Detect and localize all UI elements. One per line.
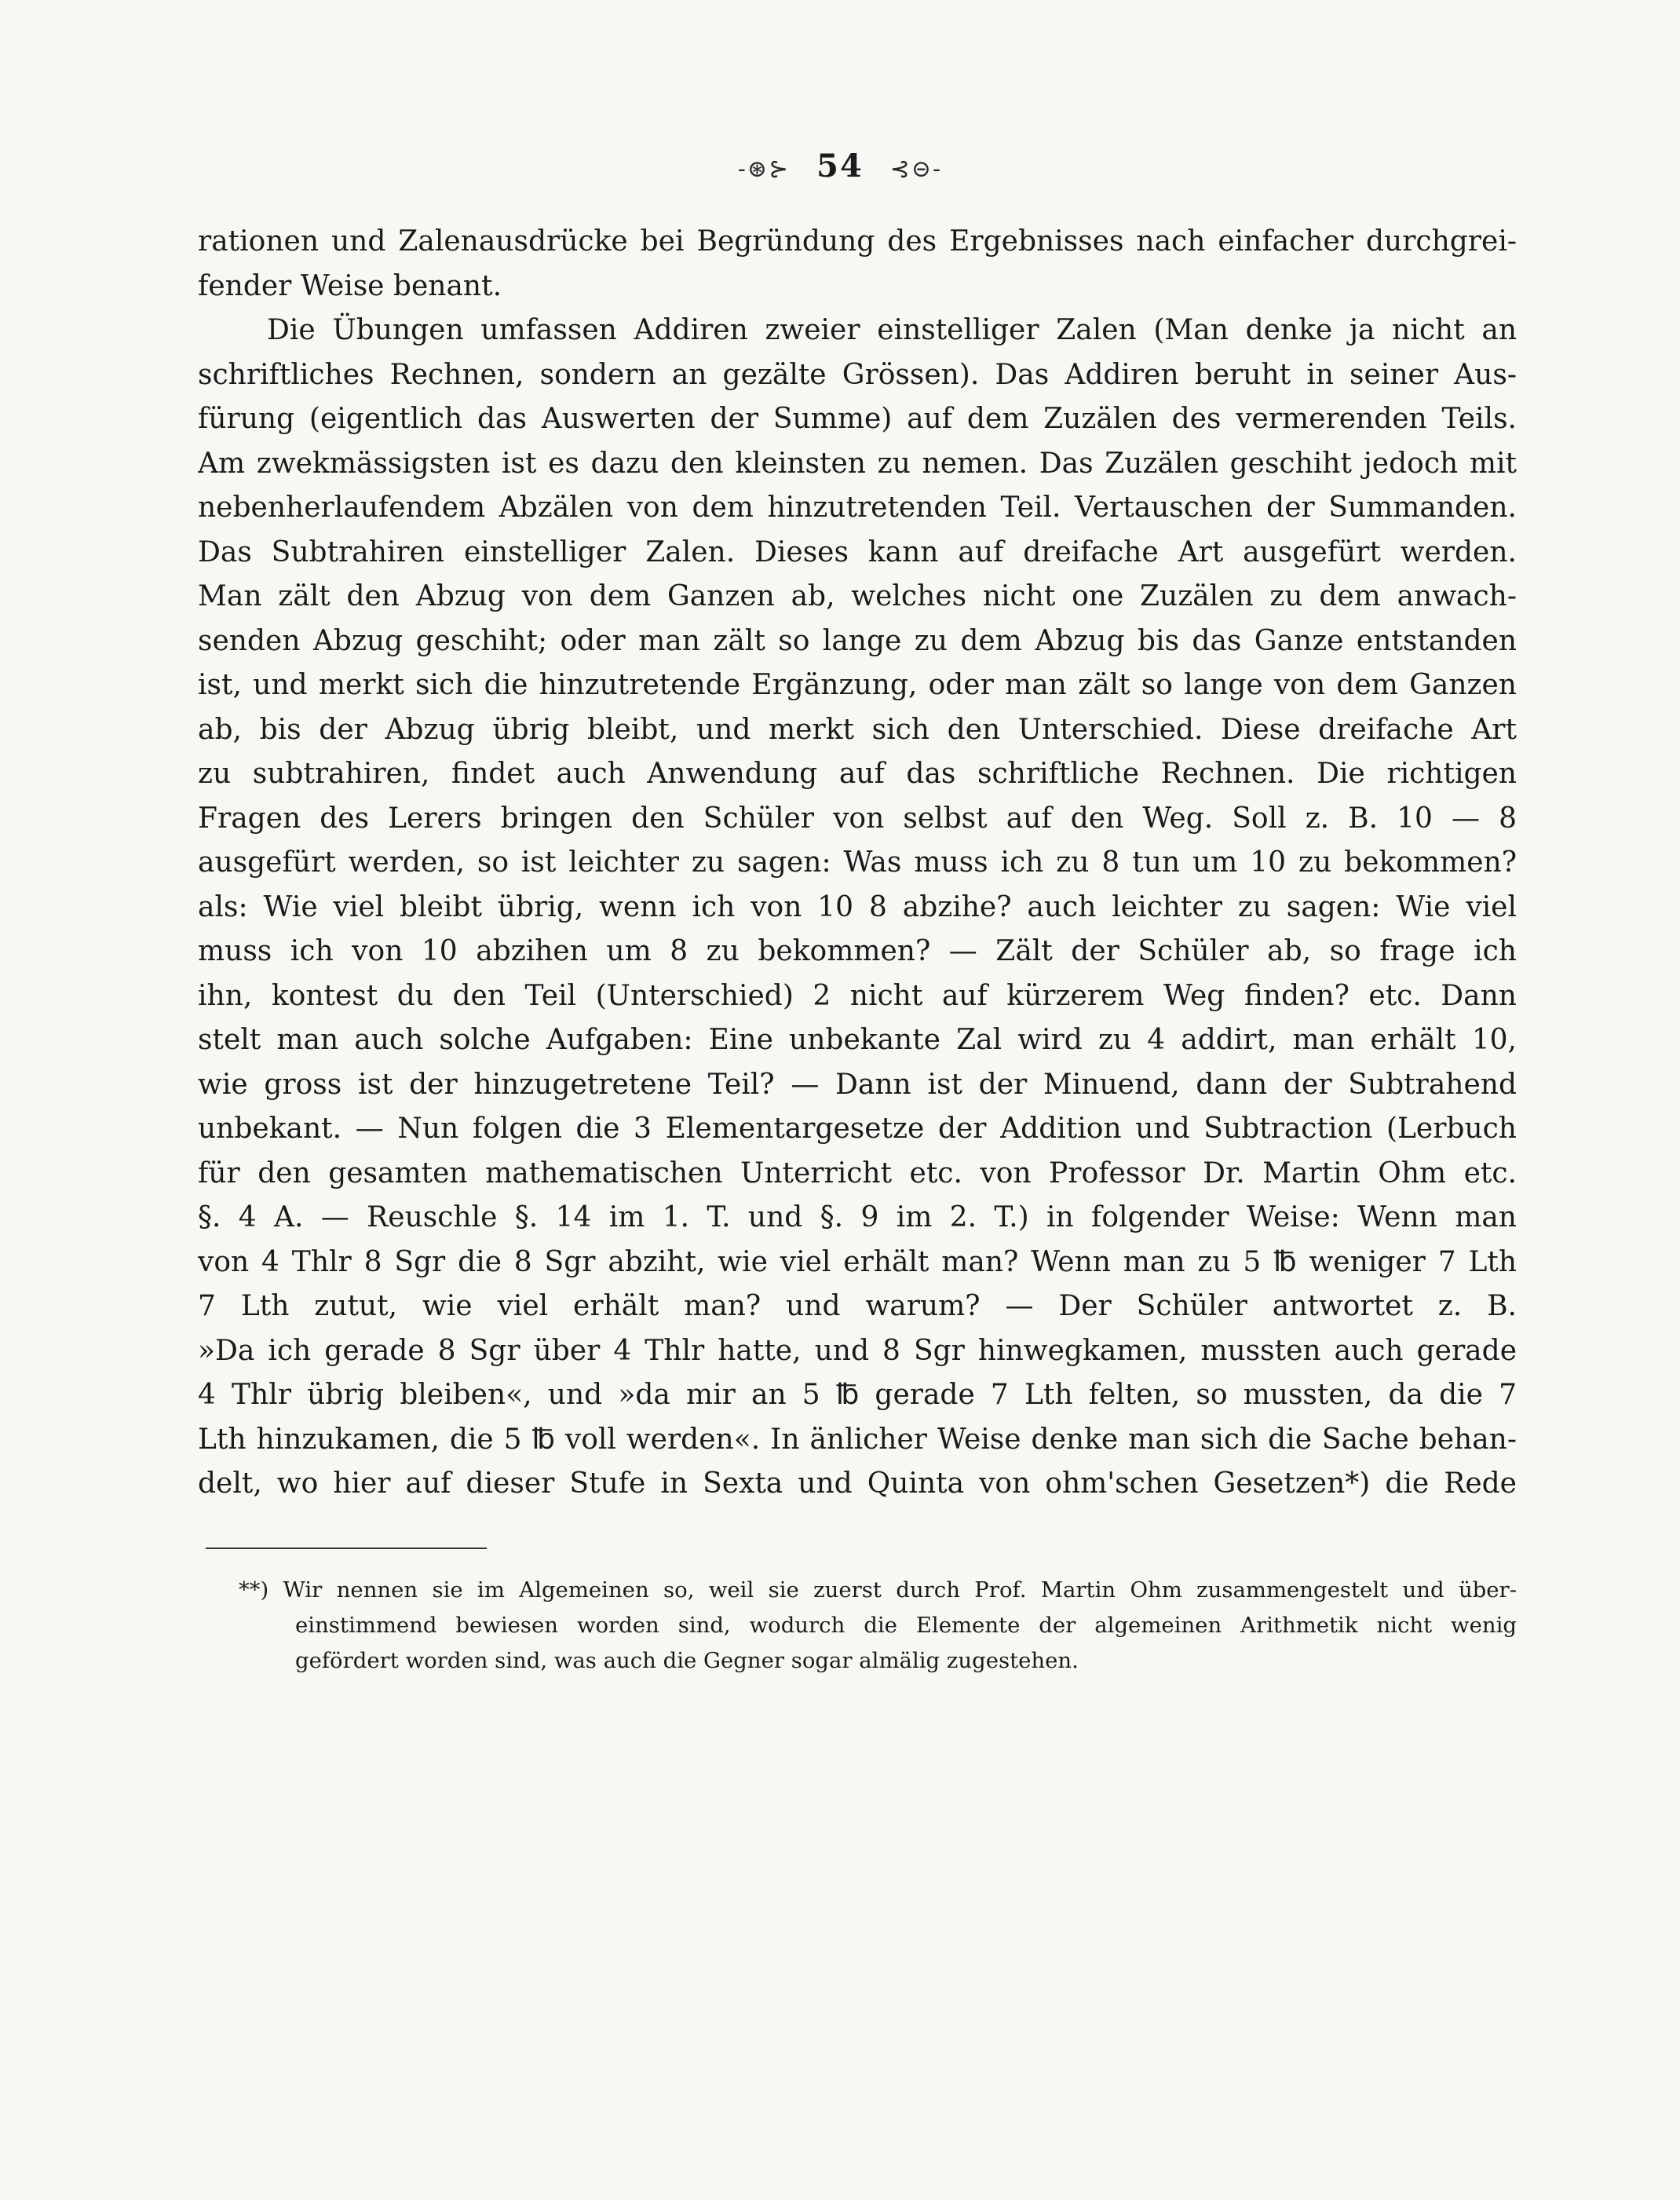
footnote-divider — [206, 1548, 487, 1549]
page-header — [0, 148, 1680, 185]
body-line: senden Abzug geschiht; oder man zält so lange zu dem Abzug bis das Ganze entstanden — [198, 624, 1517, 657]
body-line: »Da ich gerade 8 Sgr über 4 Thlr hatte, und 8 Sgr hinwegkamen, mussten auch gerade — [198, 1334, 1517, 1367]
body-line: zu subtrahiren, findet auch Anwendung auf das schriftliche Rechnen. Die richtigen — [198, 758, 1517, 790]
footnote-line: einstimmend bewiesen worden sind, wodurch die Elemente der algemeinen Arithmetik nicht wenig — [295, 1613, 1517, 1638]
ornament-left-icon: -⊛⊱ — [737, 155, 791, 183]
body-line: Das Subtrahiren einstelliger Zalen. Dieses kann auf dreifache Art ausgefürt werden. — [198, 535, 1517, 568]
body-line: Die Übungen umfassen Addiren zweier einstelliger Zalen (Man denke ja nicht an — [267, 314, 1517, 346]
body-line: muss ich von 10 abzihen um 8 zu bekommen? — Zält der Schüler ab, so frage ich — [198, 935, 1517, 967]
page-number: 54 — [816, 148, 864, 185]
body-line: ihn, kontest du den Teil (Unterschied) 2 nicht auf kürzerem Weg finden? etc. Dann — [198, 979, 1517, 1012]
body-line: stelt man auch solche Aufgaben: Eine unbekante Zal wird zu 4 addirt, man erhält 10, — [198, 1024, 1517, 1056]
body-line: unbekant. — Nun folgen die 3 Elementargesetze der Addition und Subtraction (Lerbuch — [198, 1113, 1517, 1145]
body-text — [198, 220, 1517, 1507]
body-line: für den gesamten mathematischen Unterricht etc. von Professor Dr. Martin Ohm etc. — [198, 1157, 1517, 1190]
body-line: Fragen des Lerers bringen den Schüler von selbst auf den Weg. Soll z. B. 10 — 8 — [198, 802, 1517, 835]
body-line: schriftliches Rechnen, sondern an gezälte Grössen). Das Addiren beruht in seiner Aus- — [198, 358, 1517, 391]
body-line: als: Wie viel bleibt übrig, wenn ich von 10 8 abzihe? auch leichter zu sagen: Wie viel — [198, 890, 1517, 923]
body-line: 4 Thlr übrig bleiben«, und »da mir an 5 ℔ gerade 7 Lth felten, so mussten, da die 7 — [198, 1379, 1517, 1411]
body-line: von 4 Thlr 8 Sgr die 8 Sgr abziht, wie viel erhält man? Wenn man zu 5 ℔ weniger 7 Lth — [198, 1245, 1517, 1278]
footnote-line: **) Wir nennen sie im Algemeinen so, weil sie zuerst durch Prof. Martin Ohm zusammengestelt und über- — [239, 1577, 1517, 1602]
body-line: nebenherlaufendem Abzälen von dem hinzutretenden Teil. Vertauschen der Summanden. — [198, 492, 1517, 524]
body-line: fender Weise benant. — [198, 269, 502, 302]
body-line: Lth hinzukamen, die 5 ℔ voll werden«. In änlicher Weise denke man sich die Sache behan- — [198, 1423, 1517, 1456]
footnote-line: gefördert worden sind, was auch die Gegner sogar almälig zugestehen. — [295, 1648, 1079, 1673]
body-line: fürung (eigentlich das Auswerten der Summe) auf dem Zuzälen des vermerenden Teils. — [198, 403, 1517, 435]
body-line: 7 Lth zutut, wie viel erhält man? und warum? — Der Schüler antwortet z. B. — [198, 1290, 1517, 1322]
body-line: ab, bis der Abzug übrig bleibt, und merkt sich den Unterschied. Diese dreifache Art — [198, 713, 1517, 746]
body-line: §. 4 A. — Reuschle §. 14 im 1. T. und §. 9 im 2. T.) in folgender Weise: Wenn man — [198, 1201, 1517, 1233]
footnotes — [198, 1573, 1517, 1679]
body-line: Man zält den Abzug von dem Ganzen ab, welches nicht one Zuzälen zu dem anwach- — [198, 580, 1517, 612]
body-line: rationen und Zalenausdrücke bei Begründung des Ergebnisses nach einfacher durchgrei- — [198, 225, 1517, 258]
body-line: ausgefürt werden, so ist leichter zu sagen: Was muss ich zu 8 tun um 10 zu bekommen? — [198, 846, 1517, 879]
body-line: wie gross ist der hinzugetretene Teil? — Dann ist der Minuend, dann der Subtrahend — [198, 1068, 1517, 1101]
ornament-right-icon: ⊰⊝- — [889, 155, 943, 183]
body-line: ist, und merkt sich die hinzutretende Ergänzung, oder man zält so lange von dem Ganzen — [198, 669, 1517, 701]
body-line: Am zwekmässigsten ist es dazu den kleinsten zu nemen. Das Zuzälen geschiht jedoch mit — [198, 447, 1517, 480]
body-line: delt, wo hier auf dieser Stufe in Sexta und Quinta von ohm'schen Gesetzen*) die Rede — [198, 1467, 1517, 1500]
